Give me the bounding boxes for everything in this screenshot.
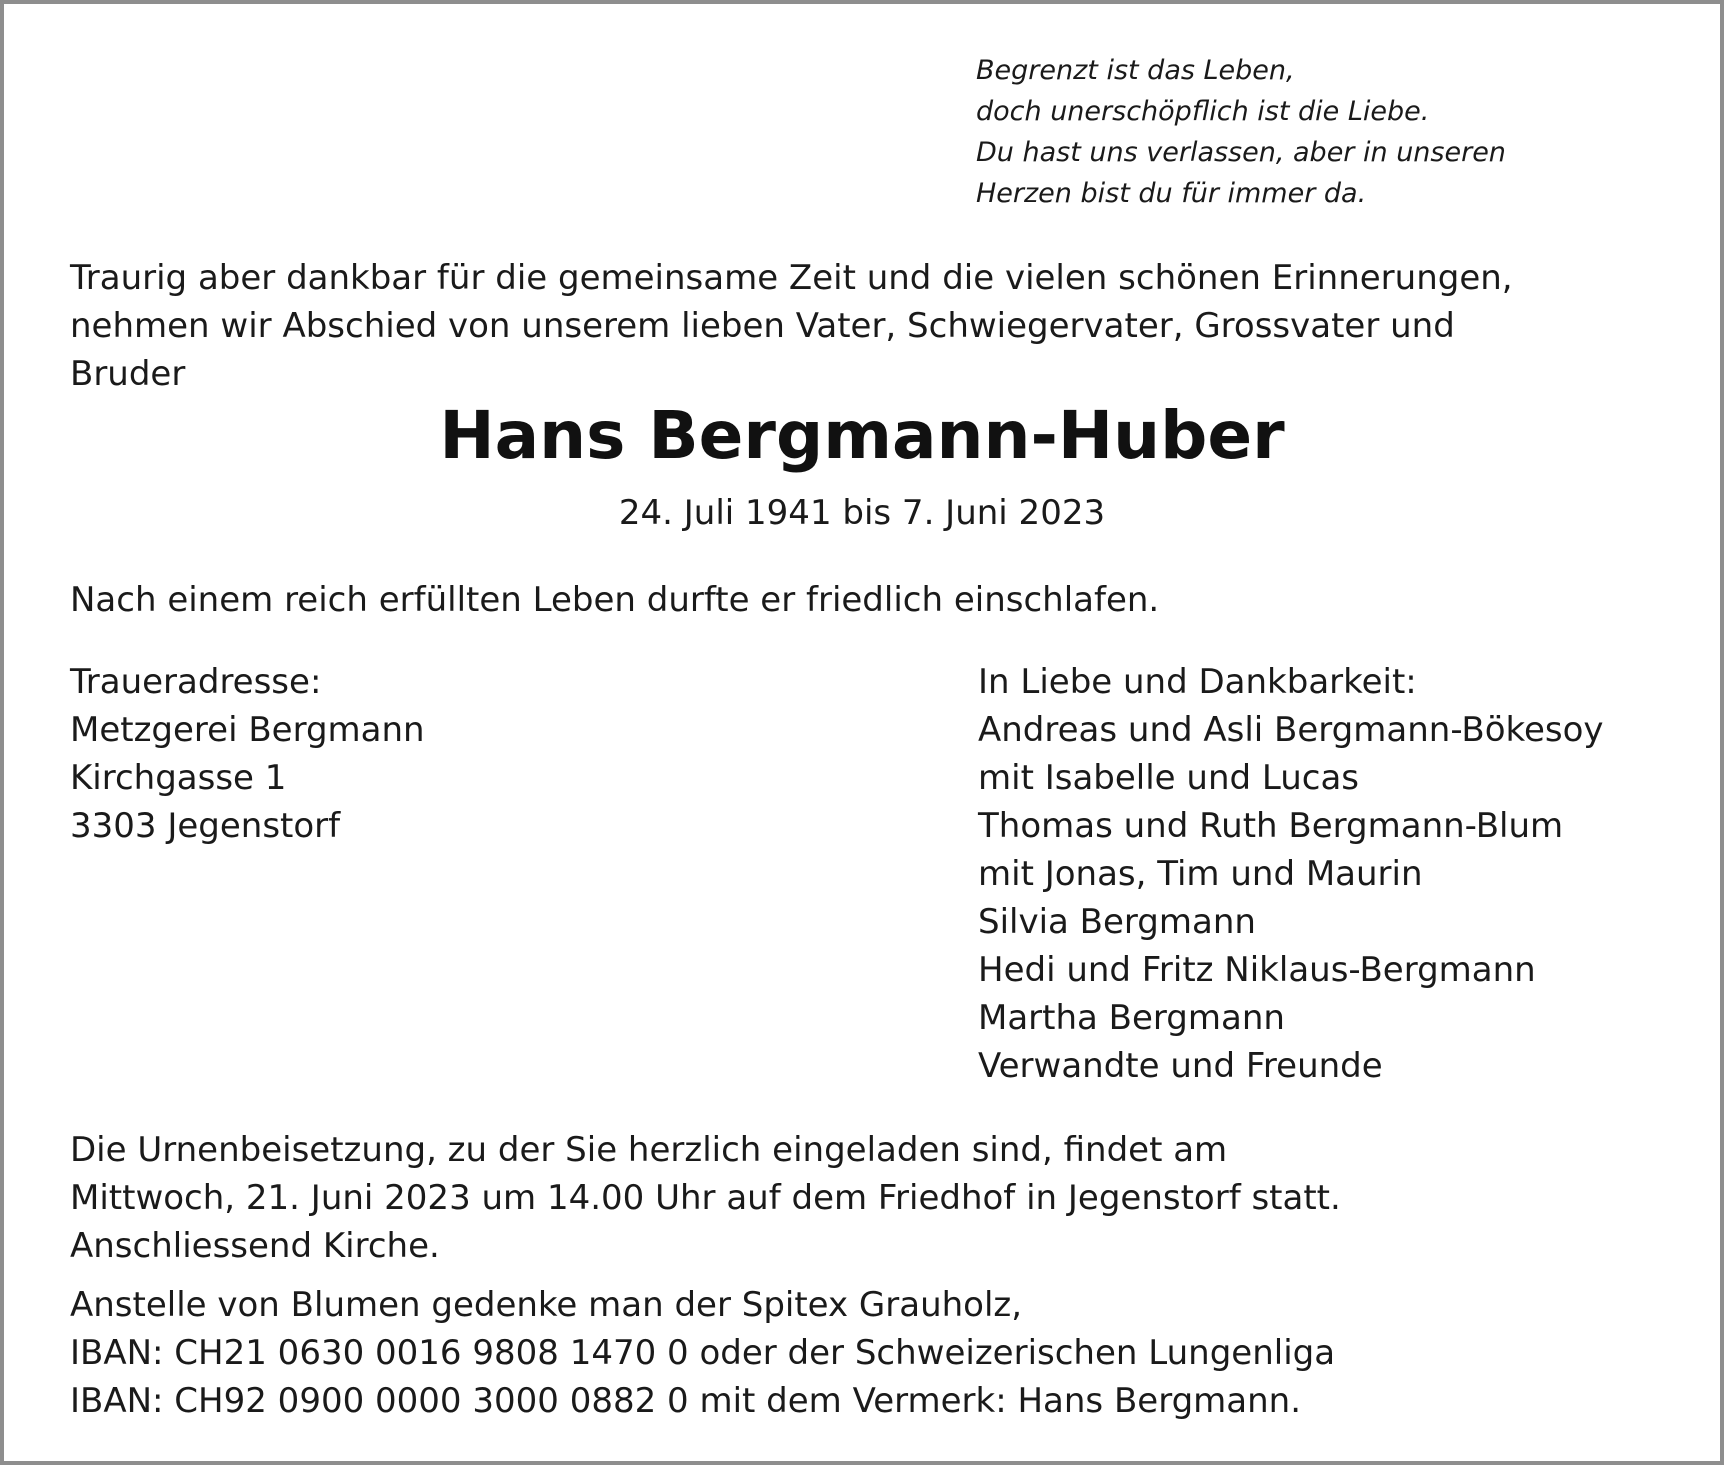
mourner-line: mit Jonas, Tim und Maurin (978, 854, 1423, 894)
intro-line: Traurig aber dankbar für die gemeinsame Zeit und die vielen schönen Erinnerungen, (70, 258, 1513, 298)
donation-line: IBAN: CH21 0630 0016 9808 1470 0 oder der Schweizerischen Lungenliga (70, 1333, 1336, 1373)
service-announcement (70, 1126, 1341, 1270)
donation-note (70, 1281, 1335, 1425)
mourner-line: Andreas und Asli Bergmann-Bökesoy (978, 710, 1604, 750)
service-line: Mittwoch, 21. Juni 2023 um 14.00 Uhr auf dem Friedhof in Jegenstorf statt. (70, 1178, 1341, 1218)
motto-line: Du hast uns verlassen, aber in unseren (976, 137, 1506, 168)
address-line: Metzgerei Bergmann (70, 710, 425, 750)
intro-line: nehmen wir Abschied von unserem lieben Vater, Schwiegervater, Grossvater und (70, 306, 1455, 346)
intro-line: Bruder (70, 354, 186, 394)
deceased-name: Hans Bergmann-Huber (439, 397, 1285, 474)
donation-line: IBAN: CH92 0900 0000 3000 0882 0 mit dem Vermerk: Hans Bergmann. (70, 1381, 1302, 1421)
mourner-line: Hedi und Fritz Niklaus-Bergmann (978, 950, 1536, 990)
address-line: Kirchgasse 1 (70, 758, 287, 798)
service-line: Die Urnenbeisetzung, zu der Sie herzlich eingeladen sind, findet am (70, 1130, 1228, 1170)
mourning-address-heading: Traueradresse: (70, 662, 322, 702)
service-line: Anschliessend Kirche. (70, 1226, 440, 1266)
life-dates: 24. Juli 1941 bis 7. Juni 2023 (618, 493, 1106, 533)
mourning-address (70, 658, 425, 850)
mourners-heading: In Liebe und Dankbarkeit: (978, 662, 1417, 702)
mourners-list (978, 658, 1604, 1090)
closing-sentence: Nach einem reich erfüllten Leben durfte er friedlich einschlafen. (70, 580, 1160, 620)
motto-line: Begrenzt ist das Leben, (976, 55, 1295, 86)
mourner-line: Verwandte und Freunde (978, 1046, 1383, 1086)
mourner-line: Silvia Bergmann (978, 902, 1256, 942)
mourner-line: Thomas und Ruth Bergmann-Blum (978, 806, 1564, 846)
motto-line: doch unerschöpflich ist die Liebe. (976, 96, 1430, 127)
mourner-line: Martha Bergmann (978, 998, 1285, 1038)
motto-poem (976, 50, 1506, 214)
motto-line: Herzen bist du für immer da. (976, 178, 1367, 209)
donation-line: Anstelle von Blumen gedenke man der Spitex Grauholz, (70, 1285, 1023, 1325)
mourner-line: mit Isabelle und Lucas (978, 758, 1360, 798)
intro-paragraph (70, 254, 1513, 398)
address-line: 3303 Jegenstorf (70, 806, 341, 846)
